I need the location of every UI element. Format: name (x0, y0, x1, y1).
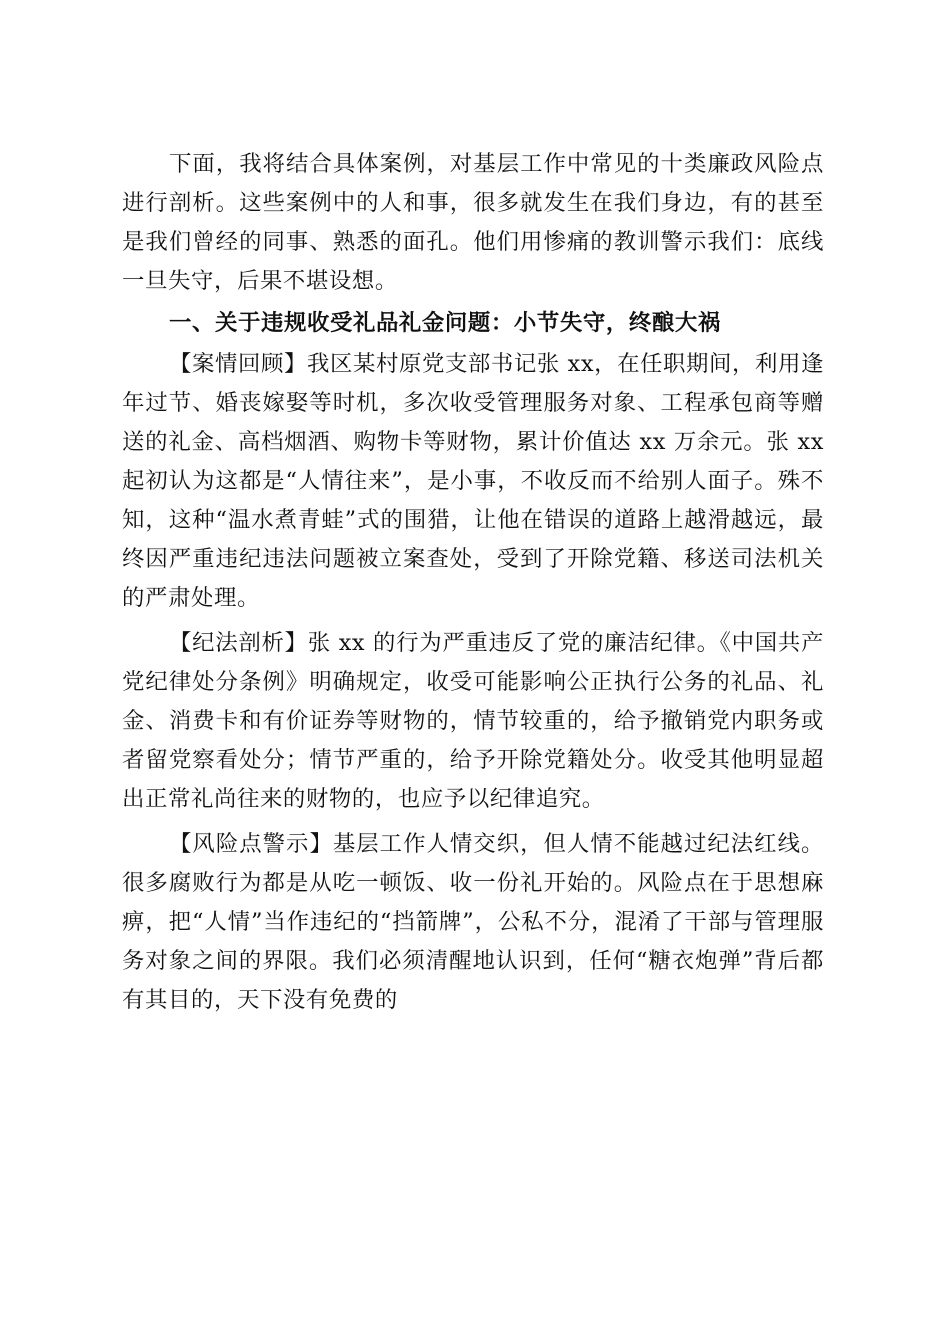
section-heading: 一、关于违规收受礼品礼金问题：小节失守，终酿大祸 (169, 310, 721, 336)
intro-paragraph: 下面，我将结合具体案例，对基层工作中常见的十类廉政风险点进行剖析。这些案例中的人和事，很多就发生在我们身边，有的甚至是我们曾经的同事、熟悉的面孔。他们用惨痛的教训警示我们：底线一旦失守，后果不堪设想。 (122, 151, 824, 294)
legal-analysis-paragraph: 【纪法剖析】张 xx 的行为严重违反了党的廉洁纪律。《中国共产党纪律处分条例》明确规定，收受可能影响公正执行公务的礼品、礼金、消费卡和有价证券等财物的，情节较重的，给予撤销党内职务或者留党察看处分；情节严重的，给予开除党籍处分。收受其他明显超出正常礼尚往来的财物的，也应予以纪律追究。 (122, 630, 824, 812)
case-review-paragraph: 【案情回顾】我区某村原党支部书记张 xx，在任职期间，利用逢年过节、婚丧嫁娶等时机，多次收受管理服务对象、工程承包商等赠送的礼金、高档烟酒、购物卡等财物，累计价值达 xx 万余元。张 xx 起初认为这都是“人情往来”，是小事，不收反而不给别人面子。殊不知，这种“温水煮青蛙”式的围猎，让他在错误的道路上越滑越远，最终因严重违纪违法问题被立案查处，受到了开除党籍、移送司法机关的严肃处理。 (122, 351, 824, 611)
risk-warning-paragraph: 【风险点警示】基层工作人情交织，但人情不能越过纪法红线。很多腐败行为都是从吃一顿饭、收一份礼开始的。风险点在于思想麻痹，把“人情”当作违纪的“挡箭牌”，公私不分，混淆了干部与管理服务对象之间的界限。我们必须清醒地认识到，任何“糖衣炮弹”背后都有其目的，天下没有免费的 (122, 831, 824, 1013)
document-body (122, 145, 824, 1020)
